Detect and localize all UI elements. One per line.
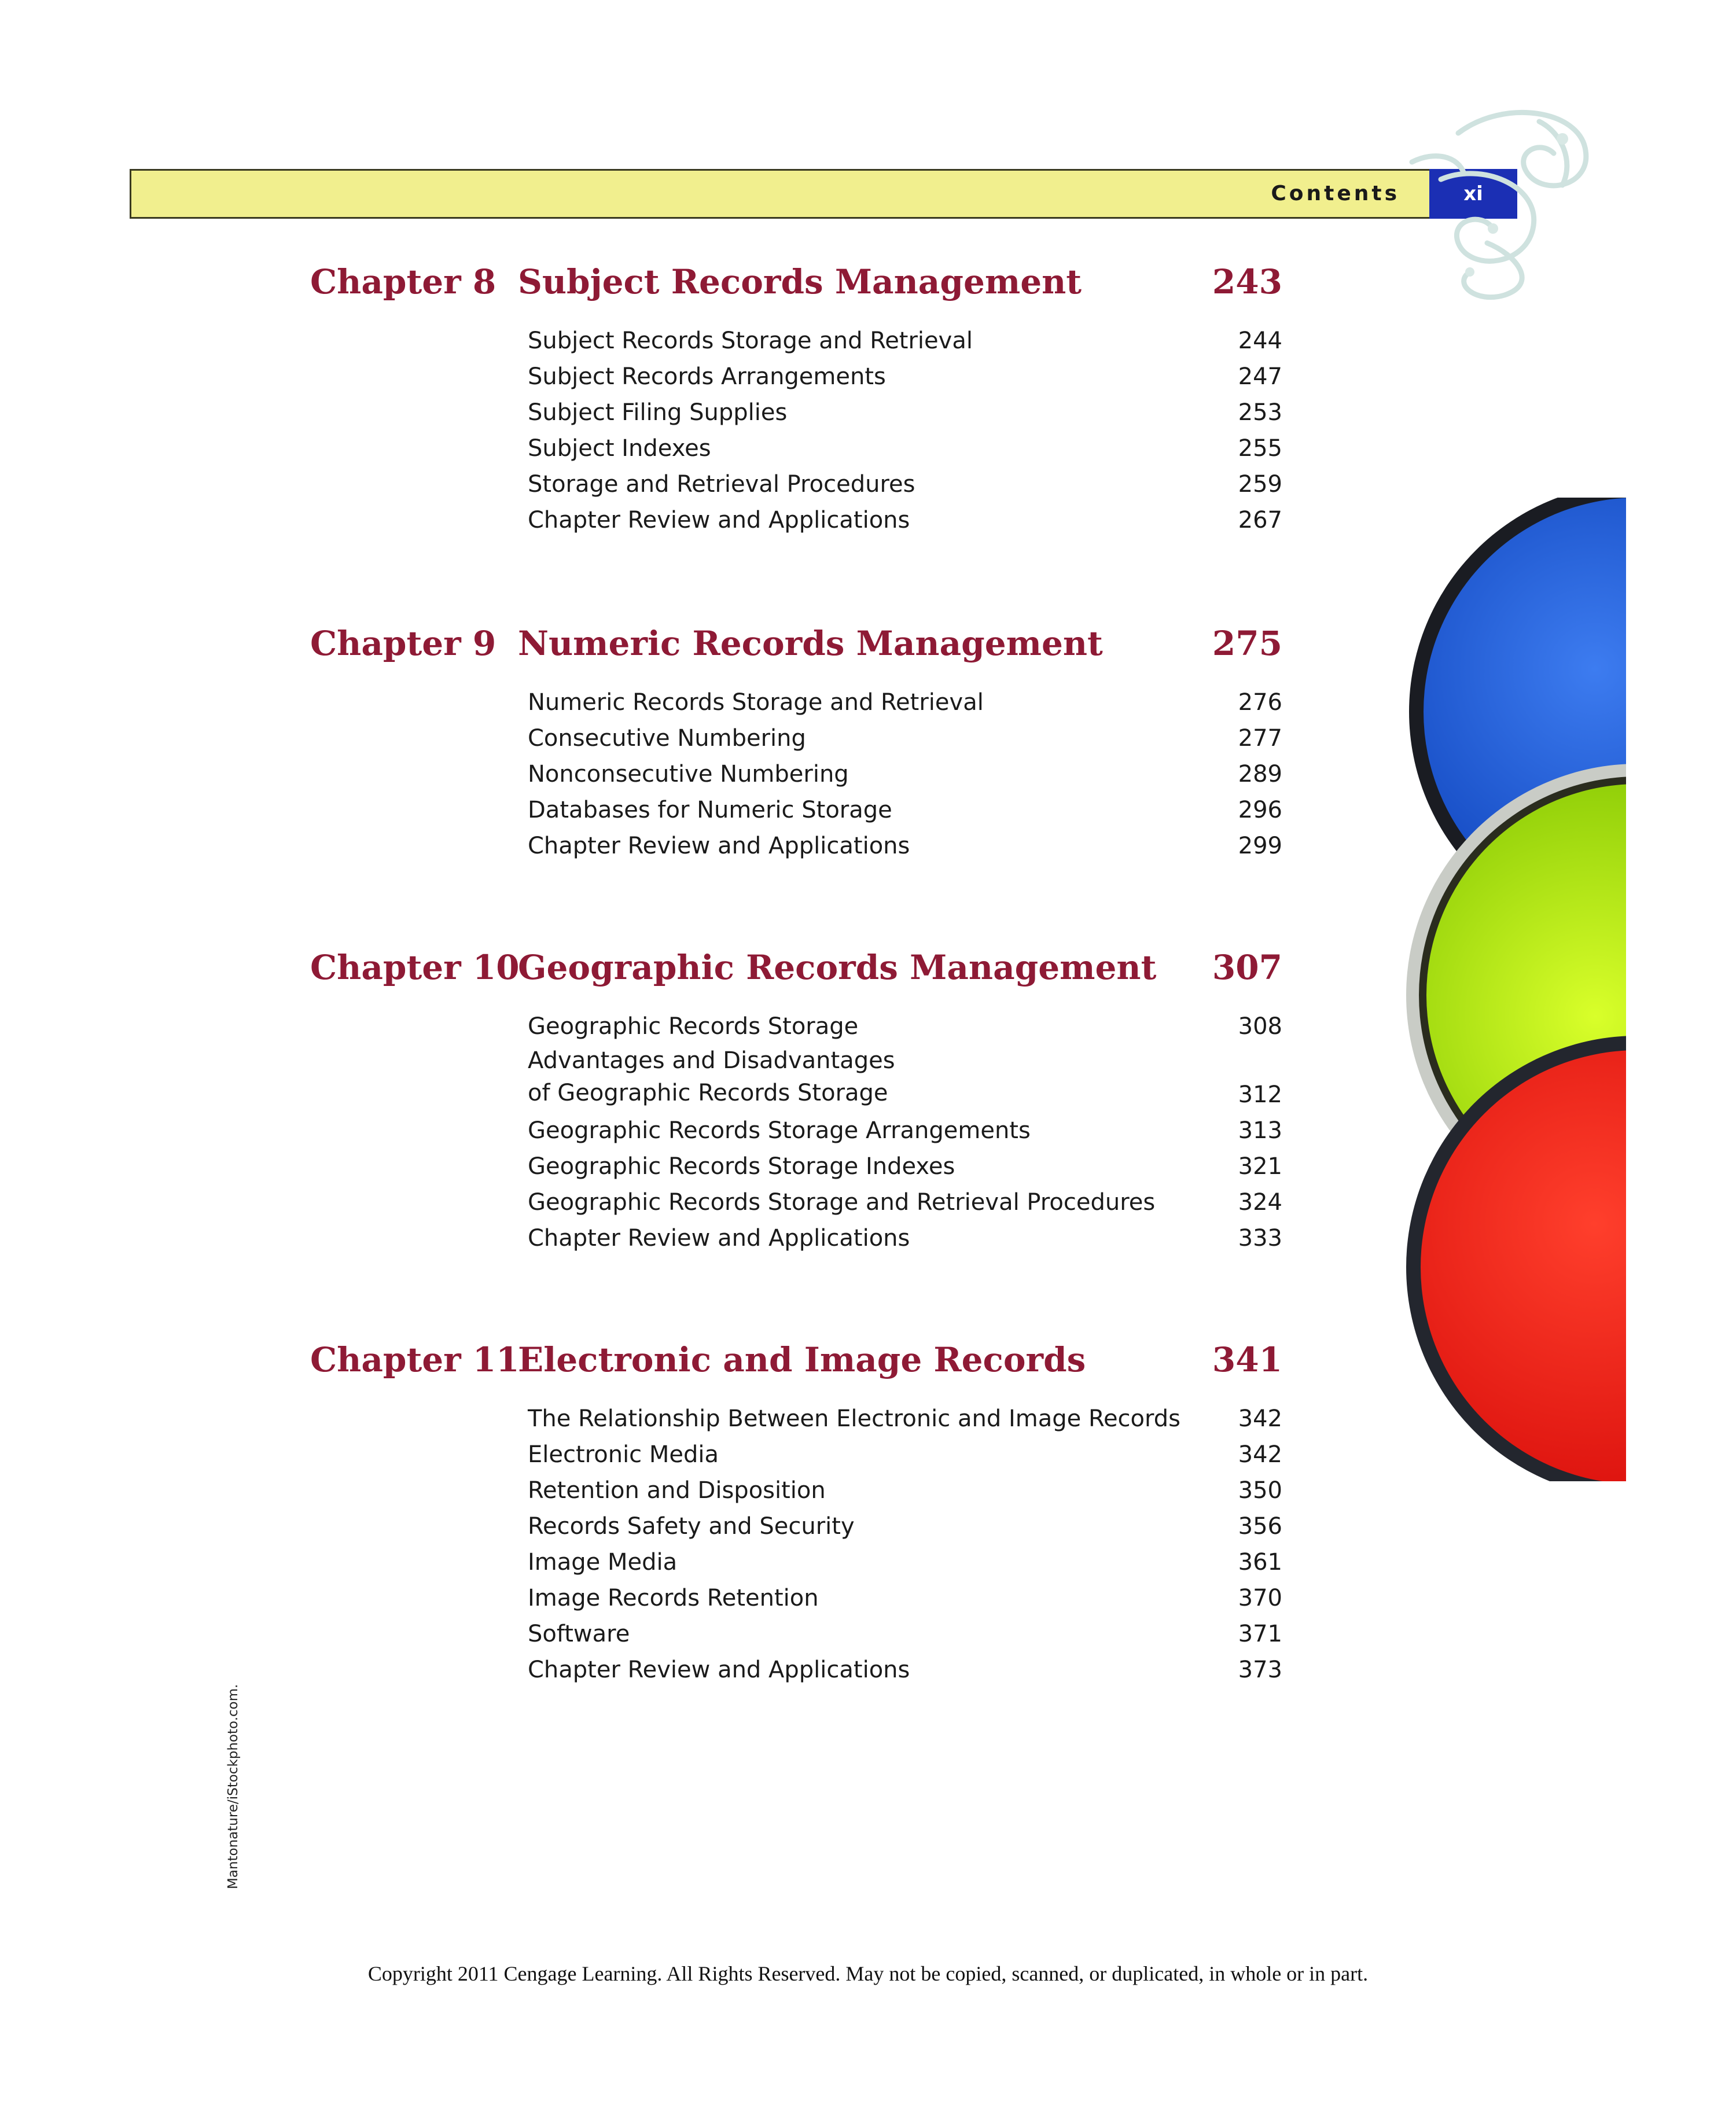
section-page-number: 267 [1238, 507, 1282, 533]
section-entry [528, 1508, 1282, 1544]
section-title: Chapter Review and Applications [528, 507, 910, 533]
chapter-title: Subject Records Management [518, 262, 1082, 301]
section-title: Subject Records Arrangements [528, 363, 886, 390]
running-title: Contents [1271, 182, 1400, 205]
colored-filter-lenses-photo [1337, 498, 1626, 1481]
section-page-number: 255 [1238, 435, 1282, 462]
section-entry [528, 1113, 1282, 1149]
section-entry [528, 323, 1282, 359]
running-header [130, 169, 1517, 219]
section-entry [528, 466, 1282, 502]
section-title: Nonconsecutive Numbering [528, 761, 849, 787]
section-title: Subject Records Storage and Retrieval [528, 327, 973, 354]
section-title: Image Media [528, 1549, 678, 1576]
section-title: Electronic Media [528, 1441, 719, 1468]
section-entry [528, 359, 1282, 395]
section-title: Geographic Records Storage and Retrieval Procedures [528, 1189, 1156, 1216]
section-page-number: 247 [1238, 363, 1282, 390]
section-page-number: 370 [1238, 1585, 1282, 1611]
section-entry [528, 430, 1282, 466]
section-entry [528, 828, 1282, 864]
chapter-title: Numeric Records Management [518, 624, 1103, 663]
section-page-number: 342 [1238, 1405, 1282, 1432]
section-page-number: 276 [1238, 689, 1282, 716]
chapter-title: Geographic Records Management [518, 948, 1157, 987]
chapter-label: Chapter 10 [310, 948, 520, 987]
section-entry [528, 720, 1282, 756]
chapter-title: Electronic and Image Records [518, 1340, 1086, 1379]
section-entry [528, 1149, 1282, 1184]
section-title: Chapter Review and Applications [528, 833, 910, 859]
section-list [528, 1401, 1282, 1688]
section-entry [528, 1401, 1282, 1437]
section-page-number: 333 [1238, 1225, 1282, 1252]
section-title: Subject Filing Supplies [528, 399, 788, 426]
section-page-number: 373 [1238, 1657, 1282, 1683]
section-entry [528, 685, 1282, 720]
chapter-page-number: 307 [1212, 948, 1282, 987]
section-title: Geographic Records Storage Indexes [528, 1153, 955, 1180]
section-page-number: 356 [1238, 1513, 1282, 1540]
section-title: Geographic Records Storage Arrangements [528, 1117, 1031, 1144]
section-entry [528, 502, 1282, 538]
section-title: Image Records Retention [528, 1585, 819, 1611]
section-entry [528, 1184, 1282, 1220]
section-page-number: 308 [1238, 1013, 1282, 1040]
section-page-number: 259 [1238, 471, 1282, 498]
section-entry [528, 792, 1282, 828]
section-list [528, 323, 1282, 538]
section-entry [528, 395, 1282, 430]
section-page-number: 244 [1238, 327, 1282, 354]
copyright-notice: Copyright 2011 Cengage Learning. All Rights Reserved. May not be copied, scanned, or duplicated, in whole or in part. [367, 1962, 1369, 1985]
section-title: Chapter Review and Applications [528, 1225, 910, 1252]
section-entry [528, 1544, 1282, 1580]
section-page-number: 277 [1238, 725, 1282, 752]
section-page-number: 342 [1238, 1441, 1282, 1468]
section-title: Retention and Disposition [528, 1477, 826, 1504]
section-page-number: 361 [1238, 1549, 1282, 1576]
section-title: The Relationship Between Electronic and Image Records [528, 1405, 1180, 1432]
section-title: Advantages and Disadvantages of Geographic Records Storage [528, 1047, 895, 1106]
chapter-label: Chapter 11 [310, 1340, 520, 1379]
section-page-number: 296 [1238, 797, 1282, 823]
section-page-number: 299 [1238, 833, 1282, 859]
section-entry [528, 1044, 1282, 1113]
section-title: Records Safety and Security [528, 1513, 855, 1540]
chapter-label: Chapter 9 [310, 624, 496, 663]
section-entry [528, 1220, 1282, 1256]
section-list [528, 1009, 1282, 1256]
section-entry [528, 1009, 1282, 1044]
decorative-flourish [1389, 98, 1609, 301]
section-title: Consecutive Numbering [528, 725, 806, 752]
section-title: Subject Indexes [528, 435, 711, 462]
section-title: Chapter Review and Applications [528, 1657, 910, 1683]
chapter-page-number: 275 [1212, 624, 1282, 663]
section-title: Software [528, 1621, 630, 1647]
section-page-number: 312 [1238, 1081, 1282, 1108]
section-title: Databases for Numeric Storage [528, 797, 892, 823]
section-page-number: 350 [1238, 1477, 1282, 1504]
section-page-number: 324 [1238, 1189, 1282, 1216]
section-title: Numeric Records Storage and Retrieval [528, 689, 984, 716]
section-entry [528, 1580, 1282, 1616]
chapter-page-number: 243 [1212, 262, 1282, 301]
section-page-number: 313 [1238, 1117, 1282, 1144]
section-entry [528, 1616, 1282, 1652]
section-page-number: 289 [1238, 761, 1282, 787]
section-page-number: 371 [1238, 1621, 1282, 1647]
section-title: Storage and Retrieval Procedures [528, 471, 915, 498]
photo-credit: Mantonature/iStockphoto.com. [226, 1684, 241, 1889]
section-entry [528, 756, 1282, 792]
section-page-number: 321 [1238, 1153, 1282, 1180]
chapter-page-number: 341 [1212, 1340, 1282, 1379]
section-list [528, 685, 1282, 864]
section-entry [528, 1652, 1282, 1688]
section-entry [528, 1437, 1282, 1473]
page-number-badge: xi [1429, 169, 1517, 219]
section-entry [528, 1473, 1282, 1508]
section-page-number: 253 [1238, 399, 1282, 426]
chapter-label: Chapter 8 [310, 262, 496, 301]
section-title: Geographic Records Storage [528, 1013, 859, 1040]
